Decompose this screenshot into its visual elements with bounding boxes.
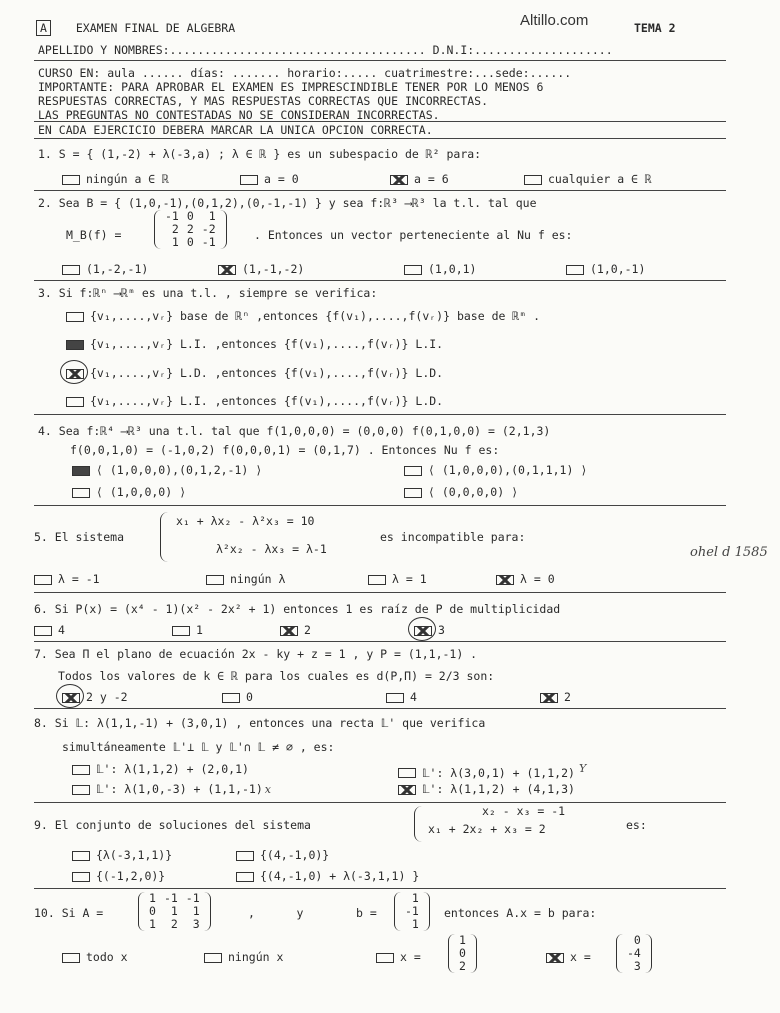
handwritten-note: ohel d 1585 bbox=[690, 545, 768, 560]
question-9-label: 9. El conjunto de soluciones del sistema bbox=[34, 818, 311, 832]
checkbox-marked[interactable] bbox=[280, 626, 298, 636]
site-watermark: Altillo.com bbox=[520, 12, 589, 29]
matrix-cell: -1 bbox=[185, 891, 200, 905]
checkbox[interactable] bbox=[62, 953, 80, 963]
q6-option-b[interactable]: 1 bbox=[172, 623, 203, 637]
checkbox-marked[interactable] bbox=[546, 953, 564, 963]
mark-y: Y bbox=[578, 762, 587, 775]
matrix-cell: 3 bbox=[192, 917, 200, 931]
exam-variant-box: A bbox=[36, 20, 51, 36]
q2-option-c[interactable]: (1,0,1) bbox=[404, 262, 476, 276]
checkbox[interactable] bbox=[34, 575, 52, 585]
q10-option-a[interactable]: todo x bbox=[62, 950, 128, 964]
matrix-cell: 1 bbox=[170, 904, 178, 918]
divider bbox=[34, 641, 726, 642]
system-brace bbox=[414, 806, 423, 842]
divider bbox=[34, 505, 726, 506]
vector-cell: 0 bbox=[633, 933, 641, 947]
matrix-cell: 1 bbox=[208, 209, 216, 223]
checkbox[interactable] bbox=[404, 265, 422, 275]
checkbox[interactable] bbox=[376, 953, 394, 963]
q3-option-b[interactable]: {v₁,....,vᵣ} L.I. ,entonces {f(v₁),....,f(vᵣ)} L.I. bbox=[66, 337, 443, 351]
matrix-cell: 1 bbox=[192, 904, 200, 918]
checkbox[interactable] bbox=[72, 872, 90, 882]
q7-option-c[interactable]: 4 bbox=[386, 690, 417, 704]
checkbox-marked[interactable] bbox=[496, 575, 514, 585]
q3-option-a[interactable]: {v₁,....,vᵣ} base de ℝⁿ ,entonces {f(v₁),....,f(vᵣ)} base de ℝᵐ . bbox=[66, 309, 540, 323]
vector-cell: 1 bbox=[459, 933, 466, 947]
divider bbox=[34, 121, 726, 122]
exam-header bbox=[36, 20, 235, 36]
checkbox[interactable] bbox=[72, 851, 90, 861]
instruction-1: IMPORTANTE: PARA APROBAR EL EXAMEN ES IMPRESCINDIBLE TENER POR LO MENOS 6 bbox=[38, 80, 544, 94]
matrix-cell: 1 bbox=[171, 235, 179, 249]
matrix-cell: -1 bbox=[201, 235, 216, 249]
tema-label: TEMA 2 bbox=[634, 21, 676, 35]
q6-option-a[interactable]: 4 bbox=[34, 623, 65, 637]
q10-option-c[interactable]: x = bbox=[376, 950, 421, 964]
divider bbox=[34, 414, 726, 415]
q8-option-c[interactable]: 𝕃': λ(1,0,-3) + (1,1,-1) x bbox=[72, 782, 271, 796]
checkbox[interactable] bbox=[34, 626, 52, 636]
divider bbox=[34, 60, 726, 61]
matrix-cell: 2 bbox=[170, 917, 178, 931]
q8-option-a[interactable]: 𝕃': λ(1,1,2) + (2,0,1) bbox=[72, 762, 249, 776]
q9-after: es: bbox=[626, 818, 647, 832]
divider bbox=[34, 190, 726, 191]
q7-option-a[interactable]: 2 y -2 bbox=[62, 690, 128, 704]
matrix-cell: 0 bbox=[149, 904, 156, 918]
q10-option-b[interactable]: ningún x bbox=[204, 950, 283, 964]
system-brace bbox=[160, 512, 169, 562]
question-8-text: 8. Si 𝕃: λ(1,1,-1) + (3,0,1) , entonces una recta 𝕃' que verifica bbox=[34, 716, 486, 730]
vector-cell: 1 bbox=[411, 891, 419, 905]
q5-option-a[interactable]: λ = -1 bbox=[34, 572, 100, 586]
divider bbox=[34, 592, 726, 593]
q2-after-matrix: . Entonces un vector perteneciente al Nu f es: bbox=[254, 228, 573, 242]
checkbox[interactable] bbox=[206, 575, 224, 585]
checkbox[interactable] bbox=[368, 575, 386, 585]
mb-label: M_B(f) = bbox=[66, 228, 122, 242]
matrix-cell: 0 bbox=[186, 235, 194, 249]
checkbox[interactable] bbox=[62, 265, 80, 275]
checkbox-marked[interactable] bbox=[66, 340, 84, 350]
q1-option-d[interactable]: cualquier a ∈ ℝ bbox=[524, 172, 652, 186]
q9-eq-2: x₁ + 2x₂ + x₃ = 2 bbox=[428, 822, 546, 836]
question-7-text: 7. Sea Π el plano de ecuación 2x - ky + z = 1 , y P = (1,1,-1) . bbox=[34, 647, 478, 661]
answer-circle bbox=[60, 360, 88, 384]
q5-eq-2: λ²x₂ - λx₃ = λ-1 bbox=[216, 542, 327, 556]
q3-option-c[interactable]: {v₁,....,vᵣ} L.D. ,entonces {f(v₁),....,f(vᵣ)} L.D. bbox=[66, 366, 443, 380]
checkbox-marked[interactable] bbox=[218, 265, 236, 275]
q9-option-b[interactable]: {(4,-1,0)} bbox=[236, 848, 329, 862]
instruction-4: EN CADA EJERCICIO DEBERA MARCAR LA UNICA OPCION CORRECTA. bbox=[38, 123, 433, 137]
instruction-3: LAS PREGUNTAS NO CONTESTADAS NO SE CONSIDERAN INCORRECTAS. bbox=[38, 108, 440, 122]
q5-eq-1: x₁ + λx₂ - λ²x₃ = 10 bbox=[176, 514, 315, 528]
question-2-text: 2. Sea B = { (1,0,-1),(0,1,2),(0,-1,-1) } y sea f:ℝ³ ⟶ℝ³ la t.l. tal que bbox=[38, 196, 537, 210]
checkbox-marked[interactable] bbox=[540, 693, 558, 703]
checkbox[interactable] bbox=[398, 768, 416, 778]
vector-cell: 0 bbox=[459, 946, 466, 960]
course-line: CURSO EN: aula ...... días: ....... horario:..... cuatrimestre:...sede:...... bbox=[38, 66, 572, 80]
checkbox[interactable] bbox=[66, 312, 84, 322]
checkbox[interactable] bbox=[222, 693, 240, 703]
matrix-cell: -2 bbox=[201, 222, 216, 236]
b-label: b = bbox=[356, 906, 377, 920]
mark-x: x bbox=[264, 783, 271, 796]
question-4-text-2: f(0,0,1,0) = (-1,0,2) f(0,0,0,1) = (0,1,7) . Entonces Nu f es: bbox=[70, 443, 500, 457]
q10-comma-y: , y bbox=[248, 906, 304, 920]
q8-option-b[interactable]: 𝕃': λ(3,0,1) + (1,1,2) $^Y$ bbox=[398, 762, 586, 780]
divider bbox=[34, 802, 726, 803]
vector-cell: 3 bbox=[633, 959, 641, 973]
vector-cell: 2 bbox=[459, 959, 466, 973]
q3-option-d[interactable]: {v₁,....,vᵣ} L.I. ,entonces {f(v₁),....,f(vᵣ)} L.D. bbox=[66, 394, 443, 408]
instruction-2: RESPUESTAS CORRECTAS, Y MAS RESPUESTAS CORRECTAS QUE INCORRECTAS. bbox=[38, 94, 489, 108]
vector-b bbox=[394, 892, 430, 931]
vector-cell: -1 bbox=[405, 904, 419, 918]
q5-option-d[interactable]: λ = 0 bbox=[496, 572, 555, 586]
checkbox-marked[interactable] bbox=[390, 175, 408, 185]
checkbox-marked[interactable] bbox=[72, 466, 90, 476]
q5-option-c[interactable]: λ = 1 bbox=[368, 572, 427, 586]
matrix-cell: 1 bbox=[149, 917, 156, 931]
answer-circle bbox=[408, 617, 436, 641]
q2-option-d[interactable]: (1,0,-1) bbox=[566, 262, 645, 276]
matrix-cell: -1 bbox=[165, 209, 179, 223]
checkbox[interactable] bbox=[236, 851, 254, 861]
checkbox[interactable] bbox=[72, 765, 90, 775]
q5-option-b[interactable]: ningún λ bbox=[206, 572, 285, 586]
question-7-text-2: Todos los valores de k ∈ ℝ para los cuales es d(P,Π) = 2/3 son: bbox=[58, 669, 495, 683]
q10-after: entonces A.x = b para: bbox=[444, 906, 597, 920]
q4-option-c[interactable]: ⟨ (1,0,0,0) ⟩ bbox=[72, 485, 186, 499]
checkbox[interactable] bbox=[404, 488, 422, 498]
q1-option-b[interactable]: a = 0 bbox=[240, 172, 299, 186]
matrix-cell: 0 bbox=[186, 209, 194, 223]
answer-circle bbox=[56, 684, 84, 708]
checkbox[interactable] bbox=[236, 872, 254, 882]
matrix-a bbox=[138, 892, 211, 931]
checkbox[interactable] bbox=[172, 626, 190, 636]
question-4-text: 4. Sea f:ℝ⁴ ⟶ℝ³ una t.l. tal que f(1,0,0,0) = (0,0,0) f(0,1,0,0) = (2,1,3) bbox=[38, 424, 551, 438]
question-5-label: 5. El sistema bbox=[34, 530, 125, 544]
checkbox[interactable] bbox=[566, 265, 584, 275]
q7-option-b[interactable]: 0 bbox=[222, 690, 253, 704]
matrix-cell: 2 bbox=[186, 222, 194, 236]
q5-after: es incompatible para: bbox=[380, 530, 526, 544]
matrix-cell: 2 bbox=[171, 222, 179, 236]
q8-option-d[interactable]: 𝕃': λ(1,1,2) + (4,1,3) bbox=[398, 782, 575, 796]
exam-title: EXAMEN FINAL DE ALGEBRA bbox=[75, 21, 236, 35]
checkbox[interactable] bbox=[524, 175, 542, 185]
checkbox[interactable] bbox=[204, 953, 222, 963]
checkbox-marked[interactable] bbox=[398, 785, 416, 795]
q9-eq-1: x₂ - x₃ = -1 bbox=[482, 804, 566, 818]
q6-option-d[interactable]: 3 bbox=[414, 623, 445, 637]
q6-option-c[interactable]: 2 bbox=[280, 623, 311, 637]
q2-option-b[interactable]: (1,-1,-2) bbox=[218, 262, 304, 276]
q1-option-c[interactable]: a = 6 bbox=[390, 172, 449, 186]
question-3-text: 3. Si f:ℝⁿ ⟶ℝᵐ es una t.l. , siempre se verifica: bbox=[38, 286, 378, 300]
checkbox[interactable] bbox=[72, 488, 90, 498]
checkbox[interactable] bbox=[404, 466, 422, 476]
divider bbox=[34, 708, 726, 709]
q9-option-c[interactable]: {(-1,2,0)} bbox=[72, 869, 165, 883]
question-1-text: 1. S = { (1,-2) + λ(-3,a) ; λ ∈ ℝ } es un subespacio de ℝ² para: bbox=[38, 147, 482, 161]
q9-option-a[interactable]: {λ(-3,1,1)} bbox=[72, 848, 172, 862]
question-6-text: 6. Si P(x) = (x⁴ - 1)(x² - 2x² + 1) entonces 1 es raíz de P de multiplicidad bbox=[34, 602, 561, 616]
question-8-text-2: simultáneamente 𝕃'⊥ 𝕃 y 𝕃'∩ 𝕃 ≠ ∅ , es: bbox=[62, 740, 335, 754]
vector-option-d bbox=[616, 934, 652, 973]
divider bbox=[34, 138, 726, 139]
vector-option-c bbox=[448, 934, 477, 973]
checkbox[interactable] bbox=[72, 785, 90, 795]
divider bbox=[34, 280, 726, 281]
matrix-cell: -1 bbox=[163, 891, 178, 905]
checkbox[interactable] bbox=[62, 175, 80, 185]
question-10-label: 10. Si A = bbox=[34, 906, 104, 920]
name-dni-line: APELLIDO Y NOMBRES:..................................... D.N.I:.................... bbox=[38, 43, 613, 57]
q1-option-a[interactable]: ningún a ∈ ℝ bbox=[62, 172, 169, 186]
vector-cell: -4 bbox=[627, 946, 641, 960]
q9-option-d[interactable]: {(4,-1,0) + λ(-3,1,1) } bbox=[236, 869, 419, 883]
q4-option-a[interactable]: ⟨ (1,0,0,0),(0,1,2,-1) ⟩ bbox=[72, 463, 262, 477]
checkbox[interactable] bbox=[240, 175, 258, 185]
matrix-cell: 1 bbox=[149, 891, 156, 905]
vector-cell: 1 bbox=[411, 917, 419, 931]
checkbox[interactable] bbox=[386, 693, 404, 703]
q10-option-d[interactable]: x = bbox=[546, 950, 591, 964]
q4-option-d[interactable]: ⟨ (0,0,0,0) ⟩ bbox=[404, 485, 518, 499]
q7-option-d[interactable]: 2 bbox=[540, 690, 571, 704]
q2-option-a[interactable]: (1,-2,-1) bbox=[62, 262, 148, 276]
divider bbox=[34, 888, 726, 889]
checkbox[interactable] bbox=[66, 397, 84, 407]
q4-option-b[interactable]: ⟨ (1,0,0,0),(0,1,1,1) ⟩ bbox=[404, 463, 587, 477]
matrix-mbf bbox=[154, 210, 227, 249]
